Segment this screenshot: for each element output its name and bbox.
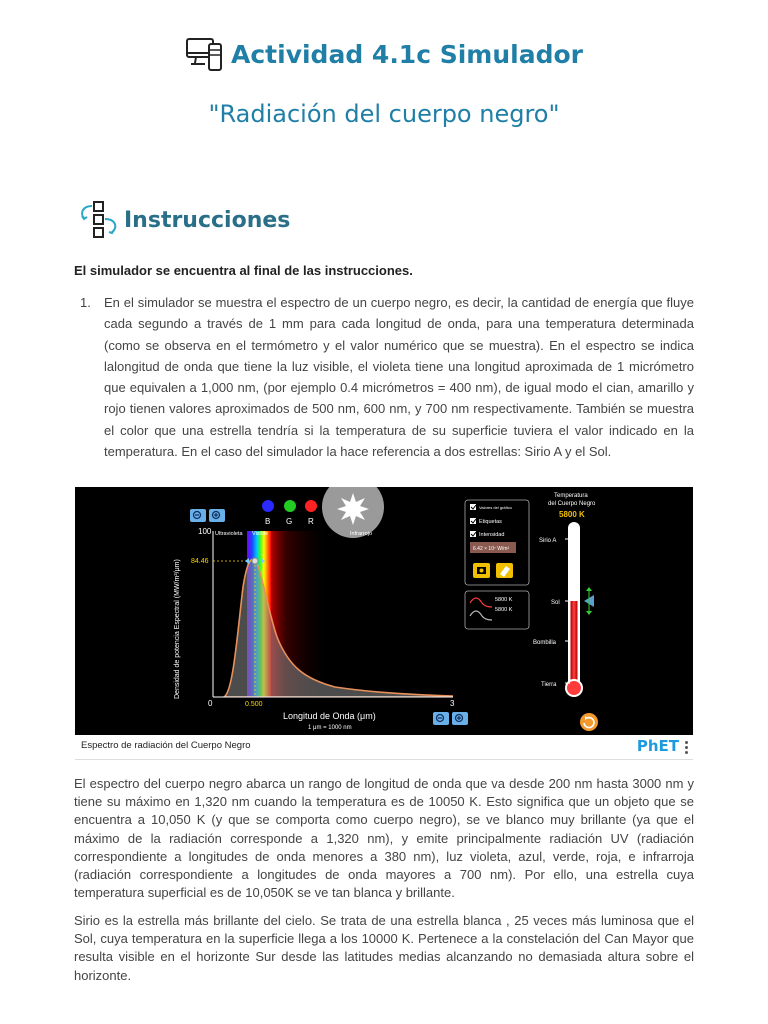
intensity-value: 6.42 × 10⁷ W/m² <box>473 546 510 552</box>
x-zoom-in-button[interactable] <box>452 712 468 725</box>
legend-panel <box>465 591 529 629</box>
svg-text:Valores del gráfico: Valores del gráfico <box>479 505 512 510</box>
list-item: En el simulador se muestra el espectro de un cuerpo negro, es decir, la cantidad de energía que fluye cada segundo a través de 1 mm para cada longitud de onda, para una temperatura determinada (como se observa en el termómetro y el valor numérico que se muestra). En el espectro se indica lalongitud de onda que tiene la luz visible, el violeta tiene una longitud aproximada de 1 micrómetro que equivalen a 1,000 nm, (por ejemplo 0.4 micrómetros = 400 nm), de igual modo el cian, amarillo y rojo tienen valores aproximados de 500 nm, 600 nm, y 700 nm respectivamente. También se muestra el color que una estrella tendría si la temperatura de su superficie tuviera el valor indicado en la temperatura. En el caso del simulador la hace referencia a dos estrellas: Sirio A y el Sol. <box>104 295 694 460</box>
x-axis-label: Longitud de Onda (μm) <box>283 711 376 721</box>
thermo-slider-handle[interactable] <box>584 587 594 615</box>
title-row <box>0 34 768 79</box>
simulator-caption: Espectro de radiación del Cuerpo Negro <box>81 740 251 751</box>
paragraph-sirio: Sirio es la estrella más brillante del cielo. Se trata de una estrella blanca , 25 veces más luminosa que el Sol, cuya temperatura en la superficie llega a los 10000 K. Pertenece a la constelación del Can Mayor que resulta visible en el horizonte Sur desde las latitudes medias alcanzando no demasiada altura sobre el horizonte. <box>74 913 694 983</box>
page-subtitle: "Radiación del cuerpo negro" <box>208 100 560 128</box>
flow-icon <box>78 200 120 240</box>
thermo-title-1: Temperatura <box>554 493 588 499</box>
options-panel <box>465 500 529 585</box>
computer-icon <box>185 34 225 74</box>
list-number: 1. <box>80 295 91 310</box>
bgr-label-b: B <box>265 517 271 526</box>
drag-handle[interactable] <box>245 558 265 564</box>
band-label-uv: Ultravioleta <box>215 531 243 537</box>
simulator-panel[interactable] <box>75 487 693 735</box>
x-max-label: 3 <box>450 699 455 708</box>
paragraph-spectrum: El espectro del cuerpo negro abarca un rango de longitud de onda que va desde 200 nm hasta 3000 nm y tiene su máximo en 1,320 nm cuando la temperatura es de 10050 K. Esto significa que un objeto que se encuentra a 10,050 K (y que se comporta como cuerpo negro), se ve blanco muy brillante (ya que el máximo de la radiación corresponde a 1,320 nm), y emite principalmente radiación UV (radiación correspondiente a longitudes de onda menores a 380 nm), luz violeta, azul, verde, roja, e infrarroja (radiación correspondiente a longitudes de onda mayores a 700 nm). Por ello, una estrella cuya temperatura superficial es de 10,050K se ve tan blanca y brillante. <box>74 776 694 901</box>
x-marker-label: 0.500 <box>245 701 263 708</box>
menu-icon[interactable] <box>685 741 688 754</box>
camera-button[interactable] <box>473 563 490 578</box>
simulator-footer <box>75 735 693 760</box>
page-title: Actividad 4.1c Simulador <box>231 39 583 69</box>
zoom-out-button[interactable] <box>190 509 206 522</box>
svg-text:Etiquetas: Etiquetas <box>479 519 502 525</box>
bgr-label-g: G <box>286 517 293 526</box>
x-zoom-out-button[interactable] <box>433 712 449 725</box>
y-axis-label: Densidad de potencia Espectral (MW/m²/μm) <box>174 559 181 699</box>
band-label-ir: Infrarrojo <box>350 531 373 537</box>
blue-dot <box>262 500 274 512</box>
checkbox-labels[interactable] <box>470 518 502 525</box>
thermo-mark-bombilla: Bombilla <box>533 640 557 646</box>
instructions-title: Instrucciones <box>124 207 291 233</box>
thermo-mark-sirio: Sirio A <box>539 538 557 544</box>
legend-entry-1: 5800 K <box>495 597 513 603</box>
bgr-label-r: R <box>308 517 314 526</box>
thermo-title-2: del Cuerpo Negro <box>548 501 596 507</box>
x-unit-note: 1 μm = 1000 nm <box>308 725 352 731</box>
svg-text:Intensidad: Intensidad <box>479 532 505 538</box>
instructions-heading <box>78 200 290 240</box>
checkbox-intensity[interactable] <box>470 531 504 538</box>
y-marker-label: 84.46 <box>191 558 209 565</box>
y-max-label: 100 <box>198 527 212 536</box>
phet-logo: PhET <box>636 737 679 755</box>
thermo-value: 5800 K <box>559 510 585 519</box>
simulator-canvas[interactable] <box>75 487 693 735</box>
x-min-label: 0 <box>208 699 213 708</box>
instruction-list <box>80 292 694 462</box>
legend-entry-2: 5800 K <box>495 607 513 613</box>
green-dot <box>284 500 296 512</box>
intro-bold: El simulador se encuentra al final de las instrucciones. <box>74 263 413 278</box>
red-dot <box>305 500 317 512</box>
eraser-button[interactable] <box>496 563 513 578</box>
thermometer[interactable] <box>565 522 582 696</box>
reset-button[interactable] <box>580 713 598 731</box>
spectrum-curve <box>224 559 453 697</box>
zoom-in-button[interactable] <box>209 509 225 522</box>
thermo-mark-tierra: Tierra <box>541 682 557 688</box>
thermo-mark-sol: Sol <box>551 600 560 606</box>
band-label-visible: Visible <box>252 531 269 537</box>
